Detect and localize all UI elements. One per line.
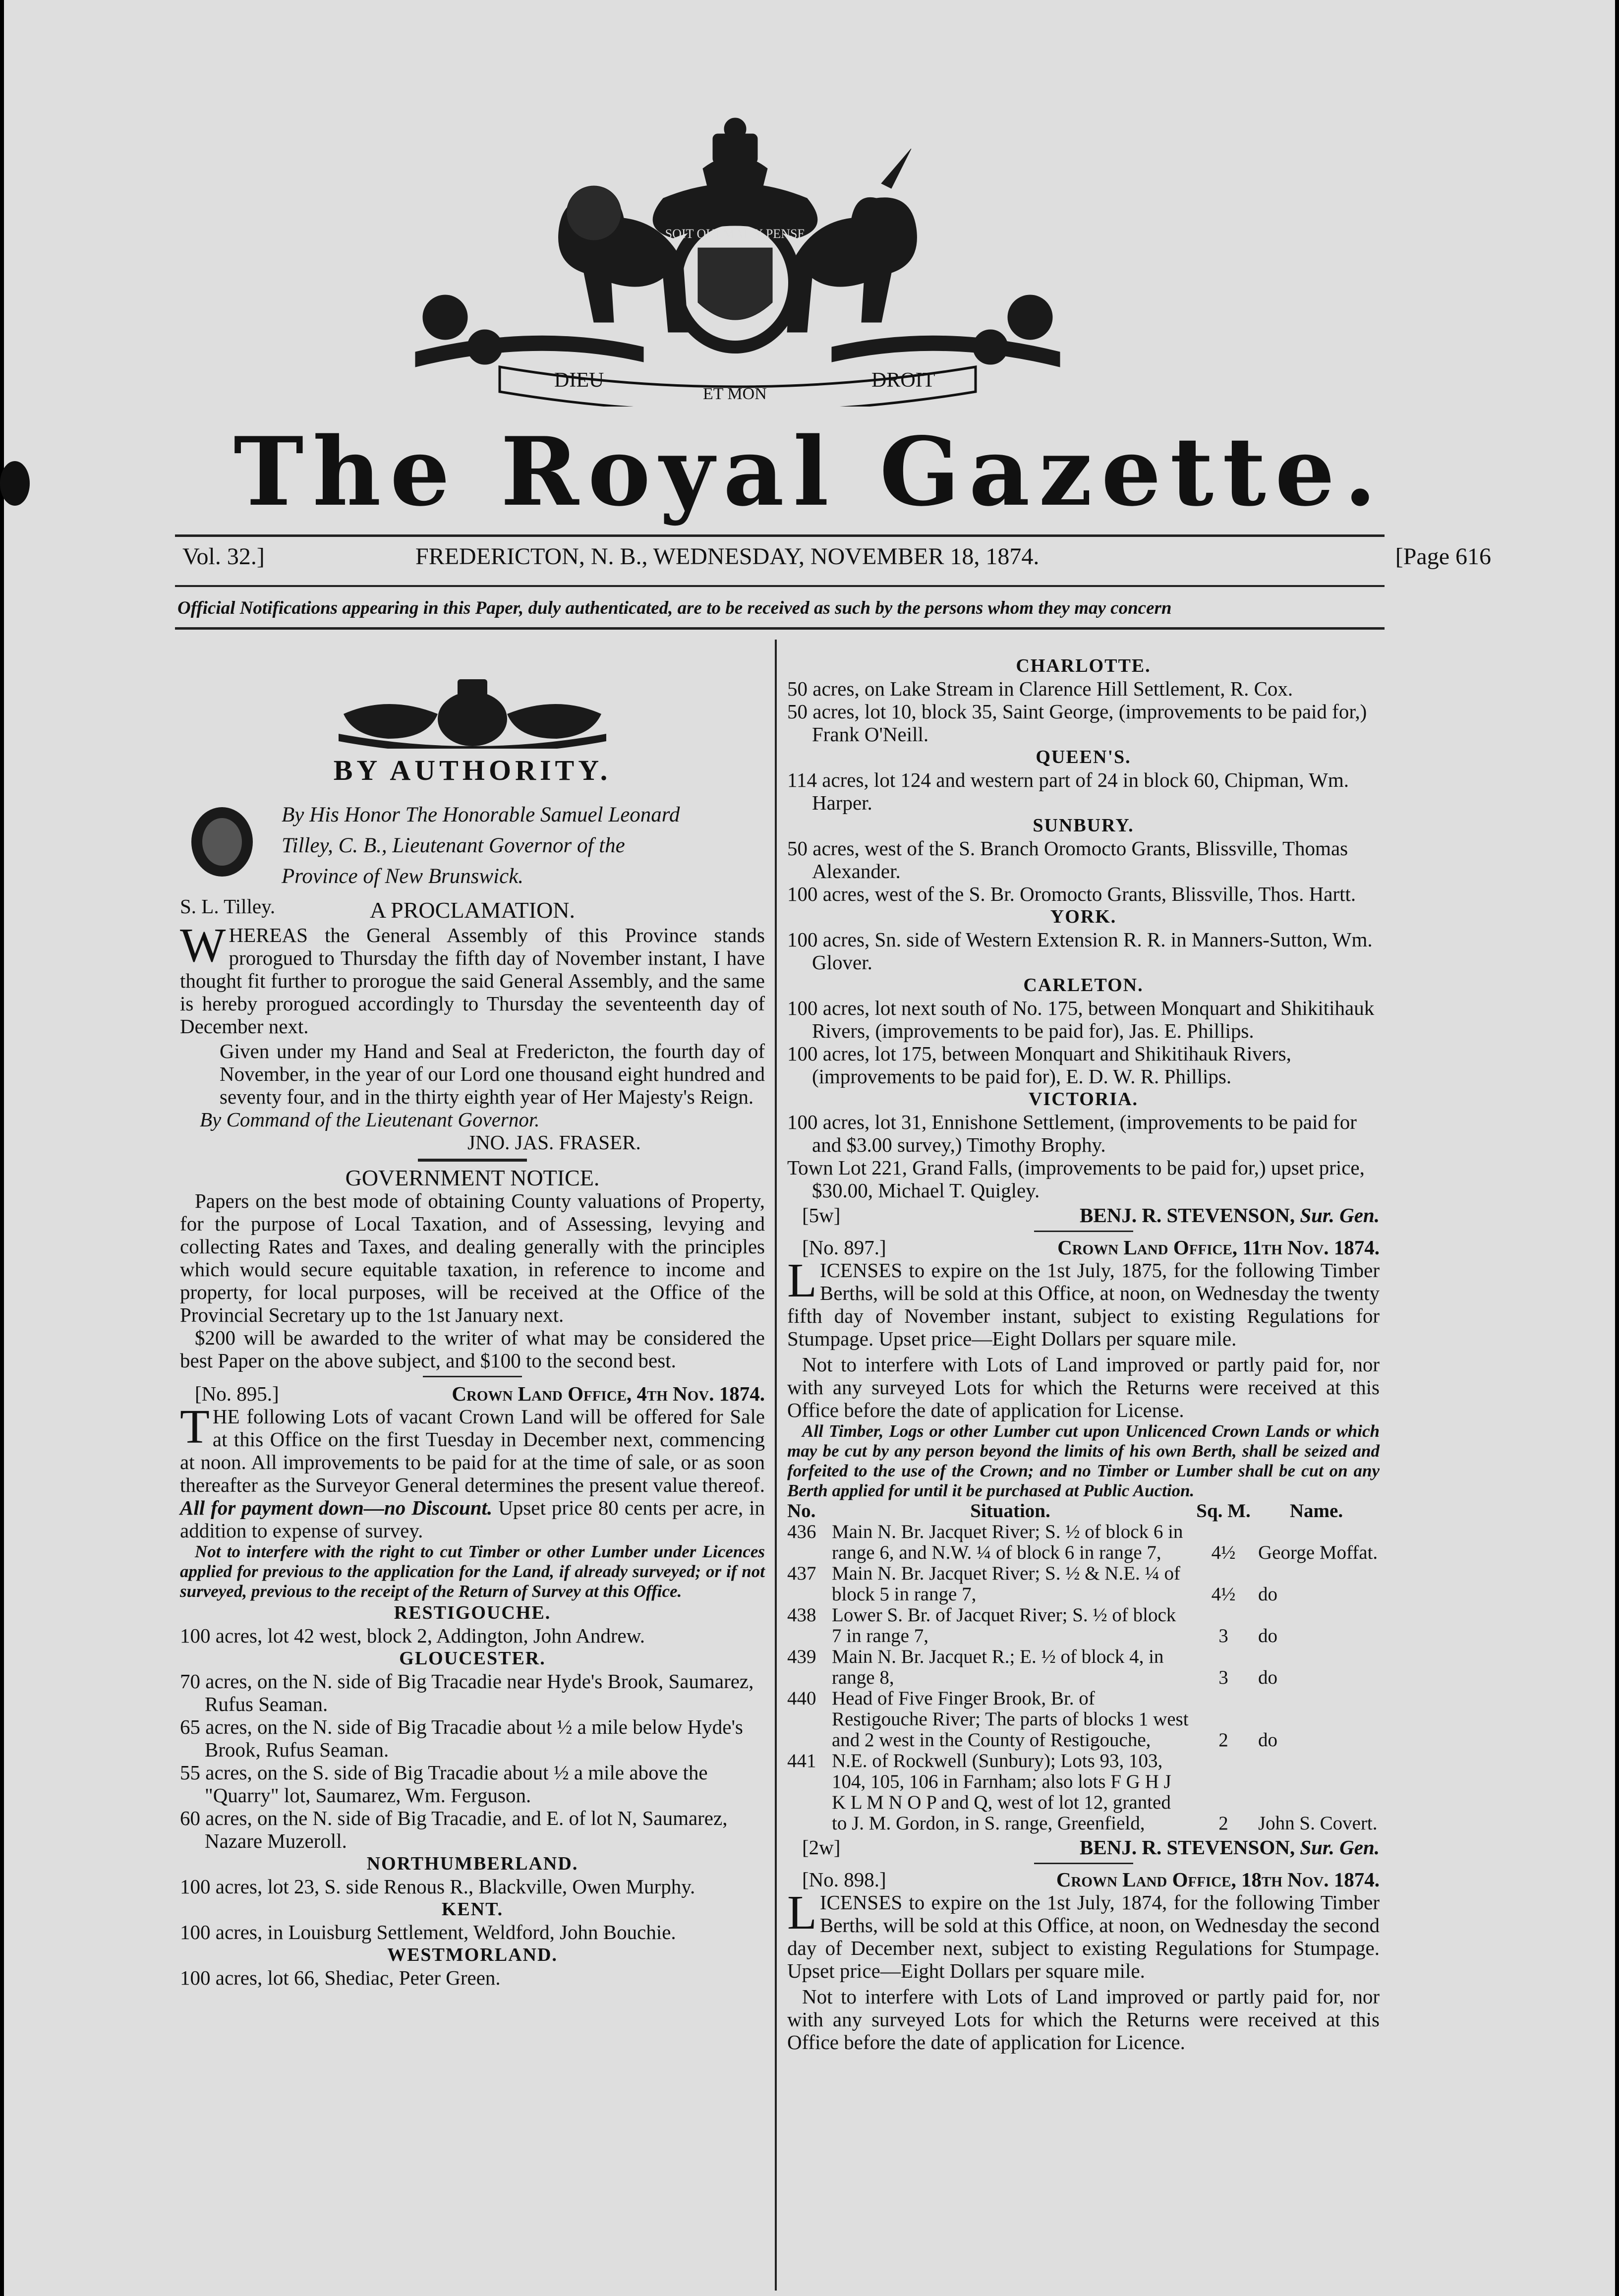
berth-number: 438 <box>787 1604 816 1626</box>
surveyor-general-title-2: Sur. Gen. <box>1300 1836 1380 1859</box>
land-lot-entry: 50 acres, lot 10, block 35, Saint George, (improvements to be paid for,) Frank O'Neill. <box>787 700 1367 746</box>
surveyor-general-title: Sur. Gen. <box>1300 1204 1380 1227</box>
land-lot-entry: 100 acres, lot 66, Shediac, Peter Green. <box>180 1966 501 1989</box>
right-column <box>787 654 1380 2054</box>
section-rule <box>1034 1231 1133 1232</box>
land-lot-entry: 60 acres, on the N. side of Big Tracadie, and E. of lot N, Saumarez, Nazare Muzeroll. <box>180 1807 728 1852</box>
signature-tag-5w: [5w] <box>802 1204 841 1227</box>
timber-berths-table <box>787 1501 1380 1834</box>
command-signer: JNO. JAS. FRASER. <box>467 1131 641 1154</box>
notice-895-number: [No. 895.] <box>195 1382 279 1405</box>
section-rule <box>423 1376 522 1377</box>
county-heading: QUEEN'S. <box>1036 747 1131 767</box>
county-heading: SUNBURY. <box>1033 815 1134 836</box>
col-header-no: No. <box>787 1500 816 1522</box>
garter-motto: SOIT QUI MAL Y PENSE <box>665 227 806 241</box>
governor-signature: S. L. Tilley. <box>180 895 276 918</box>
left-county-list <box>180 1601 765 1989</box>
berth-square-miles: 3 <box>1218 1667 1228 1688</box>
col-header-name: Name. <box>1289 1500 1343 1522</box>
table-row <box>787 1647 1380 1688</box>
berth-name: do <box>1258 1667 1277 1688</box>
berth-name: do <box>1258 1729 1277 1751</box>
section-rule <box>418 1159 527 1162</box>
government-notice-award: $200 will be awarded to the writer of what may be considered the best Paper on the above subject, and $100 to the second best. <box>180 1326 765 1372</box>
given-under-hand: Given under my Hand and Seal at Fredericton, the fourth day of November, in the year of our Lord one thousand eight hundred and seventy four, and in the thirty eighth year of Her Majesty's Reign. <box>220 1040 765 1108</box>
berth-situation: Lower S. Br. of Jacquet River; S. ½ of block 7 in range 7, <box>832 1604 1176 1647</box>
county-heading: KENT. <box>441 1899 504 1920</box>
notice-898-office: Crown Land Office, 18th Nov. 1874. <box>1056 1868 1380 1891</box>
county-heading: NORTHUMBERLAND. <box>366 1853 578 1874</box>
volume-number: Vol. 32.] <box>182 543 265 570</box>
berth-name: John S. Covert. <box>1258 1813 1378 1834</box>
county-heading: RESTIGOUCHE. <box>394 1602 551 1623</box>
berth-number: 440 <box>787 1688 816 1709</box>
small-crest-icon <box>180 674 765 749</box>
left-column <box>180 674 765 1989</box>
land-lot-entry: 55 acres, on the S. side of Big Tracadie about ½ a mile above the "Quarry" lot, Saumarez, Wm. Ferguson. <box>180 1761 708 1807</box>
place-and-date: FREDERICTON, N. B., WEDNESDAY, NOVEMBER 18, 1874. <box>415 543 1040 570</box>
table-row <box>787 1563 1380 1605</box>
land-lot-entry: 70 acres, on the N. side of Big Tracadie near Hyde's Brook, Saumarez, Rufus Seaman. <box>180 1670 754 1715</box>
notice-897-note: All Timber, Logs or other Lumber cut upon Unlicenced Crown Lands or which may be cut by any person beyond the limits of his own Berth, shall be seized and forfeited to the use of the Crown; and no Timber or Lumber shall be cut on any Berth applied for until it be purchased at Public Auction. <box>787 1421 1380 1500</box>
notice-895-note: Not to interfere with the right to cut Timber or other Lumber under Licences applied for previous to the application for the Land, if already surveyed; or if not surveyed, previous to the receipt of the Return of Survey at this Office. <box>180 1542 765 1601</box>
berth-square-miles: 4½ <box>1211 1542 1236 1563</box>
by-authority-heading: BY AUTHORITY. <box>333 754 612 786</box>
land-lot-entry: 100 acres, lot 175, between Monquart and Shikitihauk Rivers, (improvements to be paid for), E. D. W. R. Phillips. <box>787 1042 1291 1088</box>
county-heading: YORK. <box>1050 906 1117 927</box>
notice-897-number: [No. 897.] <box>802 1236 886 1259</box>
by-command: By Command of the Lieutenant Governor. <box>200 1108 540 1131</box>
county-heading: WESTMORLAND. <box>387 1944 558 1965</box>
right-county-list <box>787 654 1380 1202</box>
berth-square-miles: 3 <box>1218 1625 1228 1647</box>
newspaper-title: The Royal Gazette. <box>233 416 1386 527</box>
notice-898-dropcap: L <box>787 1886 817 1940</box>
land-lot-entry: Town Lot 221, Grand Falls, (improvements to be paid for,) upset price, $30.00, Michael T. Quigley. <box>787 1156 1365 1202</box>
notice-895-text: THE following Lots of vacant Crown Land will be offered for Sale at this Office on the first Tuesday in December next, commencing at noon. All improvements to be paid for at the time of sale, or as soon thereafter as the Surveyor General determines the present value thereof. All for payment down—no Discount. Upset price 80 cents per acre, in addition to expense of survey. <box>180 1400 765 1542</box>
notice-898-text: LICENSES to expire on the 1st July, 1874, for the following Timber Berths, will be sold at this Office, at noon, on Wednesday the second day of December next, subject to existing Regulations for Stumpage. Upset price—Eight Dollars per square mile. <box>787 1886 1380 1982</box>
berth-square-miles: 4½ <box>1211 1584 1236 1605</box>
notice-897-text: LICENSES to expire on the 1st July, 1875, for the following Timber Berths, will be sold at this Office, at noon, on Wednesday the twenty fifth day of November instant, subject to existing Regulations for Stumpage. Upset price—Eight Dollars per square mile. <box>787 1254 1380 1350</box>
land-lot-entry: 100 acres, in Louisburg Settlement, Weldford, John Bouchie. <box>180 1921 676 1943</box>
page-number: [Page 616 <box>1395 543 1491 570</box>
dateline-rule <box>175 585 1385 587</box>
notice-898-number: [No. 898.] <box>802 1868 886 1891</box>
notice-897-office: Crown Land Office, 11th Nov. 1874. <box>1057 1236 1380 1259</box>
honor-line-1: By His Honor The Honorable Samuel Leonard <box>282 803 680 826</box>
col-header-situation: Situation. <box>970 1500 1050 1522</box>
motto-center: ET MON <box>703 385 767 403</box>
official-notice: Official Notifications appearing in this Paper, duly authenticated, are to be received as such by the persons whom they may concern <box>177 598 1172 618</box>
land-lot-entry: 50 acres, west of the S. Branch Oromocto Grants, Blissville, Thomas Alexander. <box>787 837 1348 883</box>
motto-left: DIEU <box>554 369 604 392</box>
land-lot-entry: 65 acres, on the N. side of Big Tracadie about ½ a mile below Hyde's Brook, Rufus Seaman. <box>180 1715 743 1761</box>
berth-square-miles: 2 <box>1218 1729 1228 1751</box>
proclamation-dropcap: W <box>180 919 226 972</box>
land-lot-entry: 100 acres, west of the S. Br. Oromocto Grants, Blissville, Thos. Hartt. <box>787 883 1356 905</box>
county-heading: VICTORIA. <box>1028 1089 1139 1110</box>
table-row <box>787 1751 1380 1834</box>
proclamation-heading: A PROCLAMATION. <box>369 897 576 923</box>
land-lot-entry: 100 acres, Sn. side of Western Extension R. R. in Manners-Sutton, Wm. Glover. <box>787 928 1373 974</box>
berth-name: George Moffat. <box>1258 1542 1378 1563</box>
county-heading: CARLETON. <box>1023 975 1144 996</box>
county-heading: CHARLOTTE. <box>1016 655 1151 676</box>
table-row <box>787 1605 1380 1647</box>
land-lot-entry: 100 acres, lot 42 west, block 2, Addington, John Andrew. <box>180 1624 645 1647</box>
berth-number: 441 <box>787 1750 816 1771</box>
motto-right: DROIT <box>871 369 935 392</box>
column-divider <box>775 640 777 2291</box>
berth-situation: Head of Five Finger Brook, Br. of Restigouche River; The parts of blocks 1 west and 2 west in the County of Restigouche, <box>832 1688 1189 1751</box>
notice-898-interfere: Not to interfere with Lots of Land improved or partly paid for, nor with any surveyed Lots for which the Returns were received at this Office before the date of application for Licence. <box>787 1985 1380 2054</box>
land-lot-entry: 100 acres, lot 31, Ennishone Settlement, (improvements to be paid for and $3.00 survey,) Timothy Brophy. <box>787 1111 1357 1156</box>
surveyor-general-name: BENJ. R. STEVENSON, <box>1080 1204 1295 1227</box>
col-header-sqm: Sq. M. <box>1196 1500 1251 1522</box>
berth-situation: Main N. Br. Jacquet River; S. ½ & N.E. ¼ of block 5 in range 7, <box>832 1563 1181 1605</box>
notice-897-interfere: Not to interfere with Lots of Land improved or partly paid for, nor with any surveyed Lots for which the Returns were received at this Office before the date of application for License. <box>787 1353 1380 1421</box>
honor-line-2: Tilley, C. B., Lieutenant Governor of the <box>282 834 625 857</box>
notice-897-dropcap: L <box>787 1254 817 1307</box>
berth-name: do <box>1258 1625 1277 1647</box>
berth-number: 437 <box>787 1563 816 1584</box>
surveyor-general-name-2: BENJ. R. STEVENSON, <box>1080 1836 1295 1859</box>
land-lot-entry: 100 acres, lot 23, S. side Renous R., Blackville, Owen Murphy. <box>180 1875 695 1898</box>
honor-line-3: Province of New Brunswick. <box>282 865 524 888</box>
berth-name: do <box>1258 1584 1277 1605</box>
land-lot-entry: 100 acres, lot next south of No. 175, between Monquart and Shikitihauk Rivers, (improvements to be paid for), Jas. E. Phillips. <box>787 997 1375 1042</box>
berth-situation: N.E. of Rockwell (Sunbury); Lots 93, 103, 104, 105, 106 in Farnham; also lots F G H J K L M N O P and Q, west of lot 12, granted to J. M. Gordon, in S. range, Greenfield, <box>832 1750 1171 1834</box>
land-lot-entry: 50 acres, on Lake Stream in Clarence Hill Settlement, R. Cox. <box>787 677 1293 700</box>
top-rule <box>175 534 1385 537</box>
government-notice-heading: GOVERNMENT NOTICE. <box>345 1165 600 1190</box>
section-rule <box>1034 1863 1133 1864</box>
seal-icon <box>187 805 257 879</box>
newspaper-page <box>4 0 1615 2296</box>
berth-number: 439 <box>787 1646 816 1667</box>
notice-895-dropcap: T <box>180 1400 210 1454</box>
table-row <box>787 1522 1380 1563</box>
table-row <box>787 1688 1380 1751</box>
berth-situation: Main N. Br. Jacquet R.; E. ½ of block 4, in range 8, <box>832 1646 1164 1688</box>
notice-895-office: Crown Land Office, 4th Nov. 1874. <box>452 1382 765 1405</box>
government-notice-text: Papers on the best mode of obtaining County valuations of Property, for the purpose of Local Taxation, and of Assessing, levying and collecting Rates and Taxes, and dealing generally with the principles which would secure equitable taxation, in reference to income and property, for local purposes, will be received at the Office of the Provincial Secretary up to the 1st January next. <box>180 1189 765 1326</box>
royal-coat-of-arms <box>386 114 1090 407</box>
berth-situation: Main N. Br. Jacquet River; S. ½ of block 6 in range 6, and N.W. ¼ of block 6 in range 7, <box>832 1521 1183 1563</box>
dateline <box>182 543 1491 578</box>
berth-number: 436 <box>787 1521 816 1542</box>
proclamation-text: WHEREAS the General Assembly of this Province stands prorogued to Thursday the fifth day of November instant, I have thought fit further to prorogue the said General Assembly, and the same is hereby prorogued accordingly to Thursday the seventeenth day of December next. <box>180 919 765 1038</box>
berth-square-miles: 2 <box>1218 1813 1228 1834</box>
land-lot-entry: 114 acres, lot 124 and western part of 24 in block 60, Chipman, Wm. Harper. <box>787 768 1349 814</box>
notice-rule <box>175 627 1385 630</box>
signature-tag-2w: [2w] <box>802 1836 841 1859</box>
county-heading: GLOUCESTER. <box>399 1648 546 1669</box>
